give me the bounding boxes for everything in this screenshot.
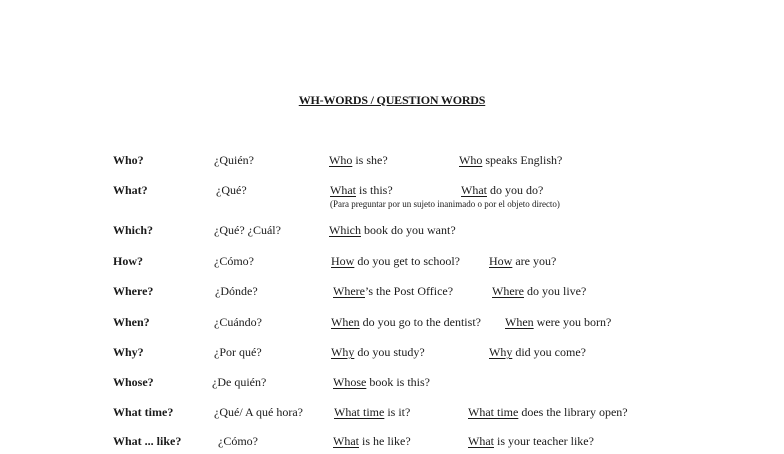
wh-word: Why?: [113, 345, 144, 359]
example-2: [459, 153, 562, 168]
example-keyword: What time: [468, 405, 519, 419]
example-rest: do you go to the dentist?: [359, 315, 481, 329]
spanish-translation: ¿Cómo?: [218, 434, 258, 448]
example-rest: is she?: [352, 153, 388, 167]
spanish-translation: ¿Qué/ A qué hora?: [214, 405, 303, 419]
example-rest: are you?: [512, 254, 557, 268]
example-keyword: Where: [492, 284, 524, 298]
example-rest: is he like?: [359, 434, 411, 448]
example-keyword: Which: [329, 223, 361, 237]
example-keyword: How: [331, 254, 355, 268]
example-rest: do you live?: [523, 284, 587, 298]
example-keyword: Whose: [333, 375, 367, 389]
page-title: WH-WORDS / QUESTION WORDS: [298, 93, 486, 107]
spanish-translation: ¿De quién?: [212, 375, 267, 389]
table-row: [0, 223, 784, 243]
example-keyword: When: [331, 315, 360, 329]
example-2: [489, 345, 586, 360]
table-row: [0, 345, 784, 365]
example-1: [331, 315, 481, 330]
spanish-translation: ¿Dónde?: [215, 284, 258, 298]
example-1: [331, 345, 425, 360]
wh-word: What time?: [113, 405, 174, 419]
example-keyword: What: [330, 183, 356, 197]
example-keyword: Why: [331, 345, 355, 359]
example-1: [333, 375, 430, 390]
example-rest: does the library open?: [518, 405, 628, 419]
example-keyword: What: [333, 434, 359, 448]
example-rest: do you get to school?: [354, 254, 460, 268]
table-row: [0, 375, 784, 395]
spanish-translation: ¿Quién?: [214, 153, 254, 167]
wh-word: How?: [113, 254, 143, 268]
example-1: [334, 405, 410, 420]
example-rest: do you study?: [354, 345, 425, 359]
table-row: [0, 315, 784, 335]
table-row: [0, 153, 784, 173]
example-1: [330, 183, 393, 198]
example-keyword: Where: [333, 284, 365, 298]
spanish-translation: ¿Qué?: [216, 183, 247, 197]
example-keyword: When: [505, 315, 534, 329]
table-row: [0, 434, 784, 454]
example-1: [331, 254, 460, 269]
example-rest: is this?: [356, 183, 393, 197]
example-keyword: What: [461, 183, 487, 197]
example-keyword: Who: [459, 153, 483, 167]
example-rest: is your teacher like?: [494, 434, 594, 448]
example-1: [329, 153, 388, 168]
wh-word: What?: [113, 183, 148, 197]
example-rest: book is this?: [366, 375, 430, 389]
example-2: [461, 183, 543, 198]
example-rest: were you born?: [533, 315, 612, 329]
example-1: [329, 223, 456, 238]
example-2: [468, 434, 594, 449]
wh-word: Who?: [113, 153, 144, 167]
example-rest: did you come?: [512, 345, 586, 359]
example-keyword: What time: [334, 405, 385, 419]
spanish-translation: ¿Qué? ¿Cuál?: [214, 223, 281, 237]
example-rest: is it?: [384, 405, 411, 419]
spanish-translation: ¿Cuándo?: [214, 315, 262, 329]
example-rest: book do you want?: [361, 223, 456, 237]
table-row: [0, 254, 784, 274]
example-1: [333, 284, 453, 299]
example-rest: ’s the Post Office?: [364, 284, 454, 298]
example-keyword: Who: [329, 153, 353, 167]
spanish-translation: ¿Cómo?: [214, 254, 254, 268]
wh-word: When?: [113, 315, 150, 329]
example-keyword: How: [489, 254, 513, 268]
example-rest: speaks English?: [482, 153, 563, 167]
example-keyword: What: [468, 434, 494, 448]
usage-note: (Para preguntar por un sujeto inanimado o por el objeto directo): [330, 199, 560, 209]
wh-word: What ... like?: [113, 434, 182, 448]
example-2: [492, 284, 586, 299]
example-keyword: Why: [489, 345, 513, 359]
table-row: [0, 284, 784, 304]
wh-word: Whose?: [113, 375, 154, 389]
example-2: [505, 315, 611, 330]
example-2: [468, 405, 628, 420]
example-1: [333, 434, 411, 449]
wh-word: Where?: [113, 284, 154, 298]
table-row: [0, 405, 784, 425]
spanish-translation: ¿Por qué?: [214, 345, 262, 359]
wh-word: Which?: [113, 223, 154, 237]
example-rest: do you do?: [487, 183, 544, 197]
example-2: [489, 254, 556, 269]
